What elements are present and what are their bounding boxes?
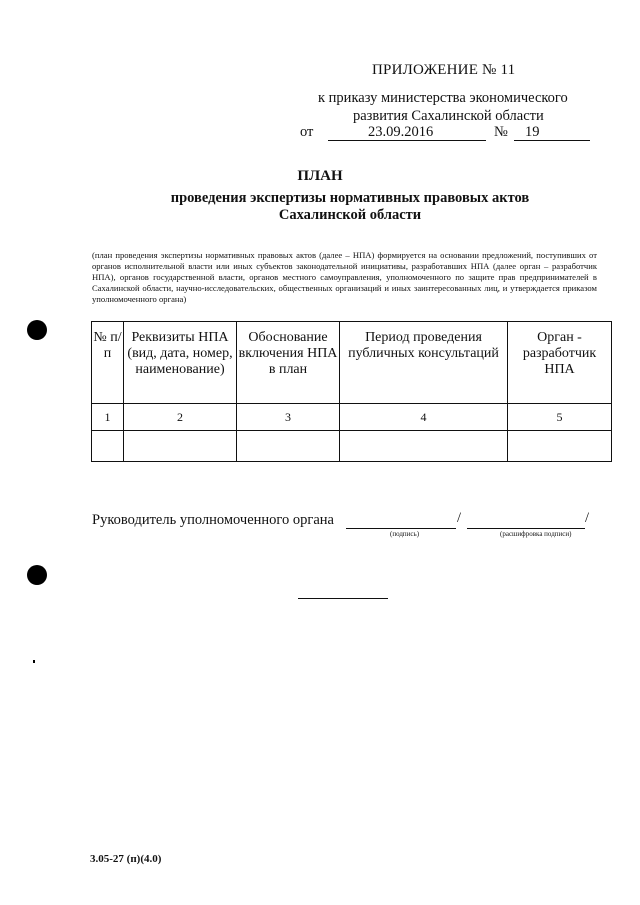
header-cell-justification: Обоснование включения НПА в план — [237, 322, 340, 404]
plan-subtitle-line-1: проведения экспертизы нормативных правовых актов — [170, 190, 530, 206]
order-number: 19 — [525, 124, 540, 140]
header-cell-number: № п/п — [92, 322, 124, 404]
form-code: 3.05-27 (п)(4.0) — [90, 853, 162, 865]
decoding-caption: (расшифровка подписи) — [500, 530, 572, 538]
table-number-row — [92, 404, 612, 431]
signature-line — [346, 528, 456, 529]
table-cell — [237, 431, 340, 462]
punch-hole-bottom — [27, 565, 47, 585]
table-cell — [124, 431, 237, 462]
column-number-cell: 4 — [340, 404, 508, 431]
closing-line — [298, 598, 388, 599]
signature-separator: / — [457, 510, 462, 526]
order-reference-line-2: развития Сахалинской области — [353, 108, 544, 124]
order-date-number-row — [300, 124, 600, 144]
column-number-cell: 2 — [124, 404, 237, 431]
table-row — [92, 431, 612, 462]
decoding-separator: / — [585, 510, 590, 526]
plan-subtitle-line-2: Сахалинской области — [278, 207, 422, 223]
decoding-line — [467, 528, 585, 529]
punch-hole-top — [27, 320, 47, 340]
table-cell — [92, 431, 124, 462]
table-cell — [508, 431, 612, 462]
plan-note: (план проведения экспертизы нормативных правовых актов (далее – НПА) формируется на основании предложений, поступивших от органов исполнительной власти или иных субъектов законодательной инициативы, разработавших НПА (далее орган – разработчик НПА), органов государственной власти, органов местного самоуправления, уполномоченного по защите прав предпринимателей в Сахалинской области, научно-исследовательских, общественных организаций и иных заинтересованных лиц, и утверждается приказом уполномоченного органа) — [92, 250, 597, 305]
signature-label: Руководитель уполномоченного органа — [92, 512, 334, 528]
order-reference-line-1: к приказу министерства экономического — [318, 90, 568, 106]
header-cell-developer: Орган - разработчик НПА — [508, 322, 612, 404]
header-cell-consultation-period: Период проведения публичных консультаций — [340, 322, 508, 404]
plan-title: ПЛАН — [297, 168, 343, 184]
appendix-title: ПРИЛОЖЕНИЕ № 11 — [372, 62, 516, 78]
scan-speck — [33, 660, 35, 663]
plan-table — [91, 321, 612, 462]
column-number-cell: 5 — [508, 404, 612, 431]
number-prefix: № — [494, 124, 508, 140]
date-prefix: от — [300, 124, 314, 140]
table-header-row — [92, 322, 612, 404]
signature-caption: (подпись) — [390, 530, 420, 538]
order-date: 23.09.2016 — [368, 124, 434, 140]
header-cell-requisites: Реквизиты НПА (вид, дата, номер, наименование) — [124, 322, 237, 404]
table-cell — [340, 431, 508, 462]
column-number-cell: 1 — [92, 404, 124, 431]
plan-subtitle — [130, 190, 570, 224]
column-number-cell: 3 — [237, 404, 340, 431]
